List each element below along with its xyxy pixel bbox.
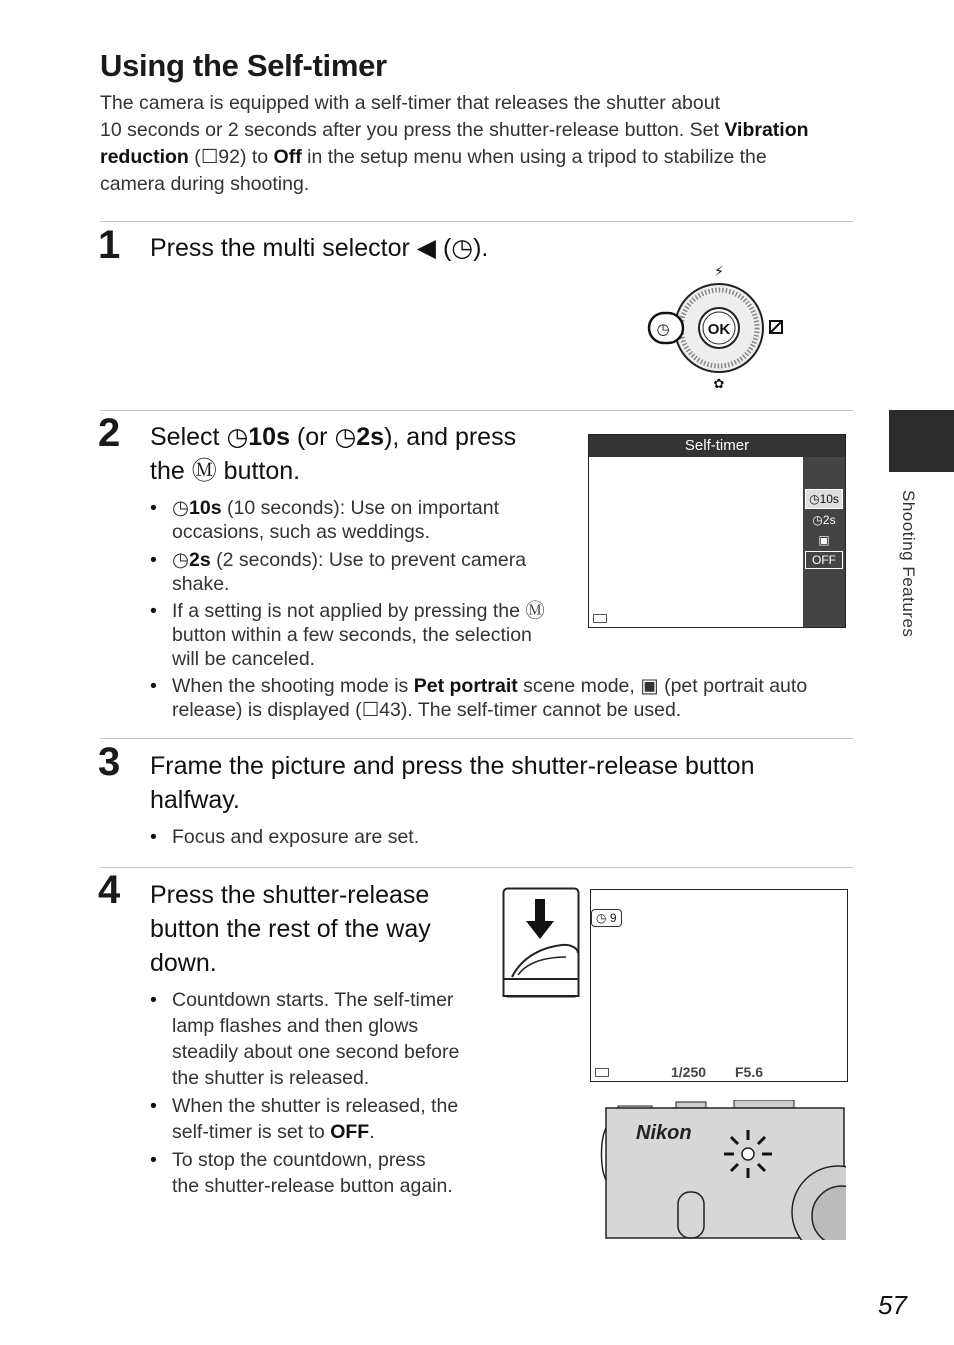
multi-selector-illustration (640, 258, 800, 398)
step-heading: Frame the picture and press the shutter-release button halfway. (150, 752, 755, 814)
page-number: 57 (878, 1290, 907, 1320)
camera-brand-label: Nikon (636, 1122, 692, 1144)
book-ref-icon: ☐ (361, 699, 380, 721)
divider (100, 738, 853, 739)
list-item: • ◷2s (2 seconds): Use to prevent camera shake. (150, 549, 527, 595)
self-timer-menu-screen (588, 434, 846, 628)
flash-icon: ⚡ (714, 263, 724, 279)
divider (100, 410, 853, 411)
option-2s[interactable]: ◷2s (812, 513, 836, 527)
self-timer-icon: ◷ (334, 423, 357, 451)
self-timer-icon: ◷ (172, 549, 190, 571)
step-number: 1 (98, 223, 121, 267)
list-item: • When the shutter is released, the self-timer is set to OFF. (150, 1095, 459, 1143)
self-timer-icon: ◷ (226, 423, 249, 451)
macro-icon: ✿ (713, 376, 725, 391)
intro-paragraph: The camera is equipped with a self-timer that releases the shutter about 10 seconds or 2 seconds after you press the shutter-release button. Set Vibration reduction (☐92) to Off in the setup menu when using a tripod to stabilize the camera during shooting. (100, 92, 809, 195)
step-number: 3 (98, 740, 121, 784)
step-heading: Press the shutter-release button the rest of the way down. (150, 881, 431, 977)
section-tab (889, 410, 954, 472)
aperture-value: F5.6 (735, 1064, 764, 1080)
book-ref-icon: ☐ (200, 146, 219, 168)
step-number: 2 (98, 411, 121, 455)
self-timer-icon: ◷ (656, 321, 670, 338)
battery-icon (593, 614, 607, 623)
left-arrow-icon: ◀ (416, 234, 436, 262)
self-timer-lamp-icon (742, 1148, 754, 1160)
ok-icon: Ⓜ (525, 600, 545, 622)
countdown-indicator: ◷ 9 (591, 909, 622, 927)
list-item: • Countdown starts. The self-timer lamp flashes and then glows steadily about one second before the shutter is released. (150, 989, 460, 1089)
list-item: • If a setting is not applied by pressing the Ⓜ button within a few seconds, the selection will be canceled. (150, 600, 545, 670)
shutter-speed: 1/250 (671, 1064, 707, 1080)
list-item: • Focus and exposure are set. (150, 826, 420, 848)
divider (100, 221, 853, 222)
ok-button-label: OK (707, 321, 731, 338)
battery-icon (595, 1068, 609, 1077)
step-number: 4 (98, 868, 121, 912)
option-off[interactable]: OFF (805, 551, 843, 569)
self-timer-icon: ◷ (172, 497, 190, 519)
shutter-press-illustration (502, 887, 580, 999)
option-pet-release[interactable]: ▣ (818, 533, 830, 547)
shooting-screen (590, 889, 848, 1082)
side-section-label: Shooting Features (899, 490, 918, 638)
camera-illustration (598, 1100, 846, 1240)
list-item: • When the shooting mode is Pet portrait scene mode, ▣ (pet portrait auto release) is displayed (☐43). The self-timer cannot be used. (150, 675, 808, 721)
option-10s[interactable]: ◷10s (805, 489, 843, 509)
ok-icon: Ⓜ (191, 457, 217, 485)
step-heading: Select ◷10s (or ◷2s), and press the Ⓜ button. (150, 423, 517, 485)
self-timer-icon: ◷ (451, 234, 474, 262)
list-item: • ◷10s (10 seconds): Use on important occasions, such as weddings. (150, 497, 500, 543)
step-heading: Press the multi selector ◀ (◷). (150, 234, 489, 262)
list-item: • To stop the countdown, press the shutter-release button again. (150, 1149, 453, 1197)
page-title: Using the Self-timer (100, 48, 387, 83)
menu-options (803, 457, 845, 627)
divider (100, 867, 853, 868)
pet-portrait-icon: ▣ (640, 675, 659, 697)
menu-title: Self-timer (589, 435, 845, 457)
